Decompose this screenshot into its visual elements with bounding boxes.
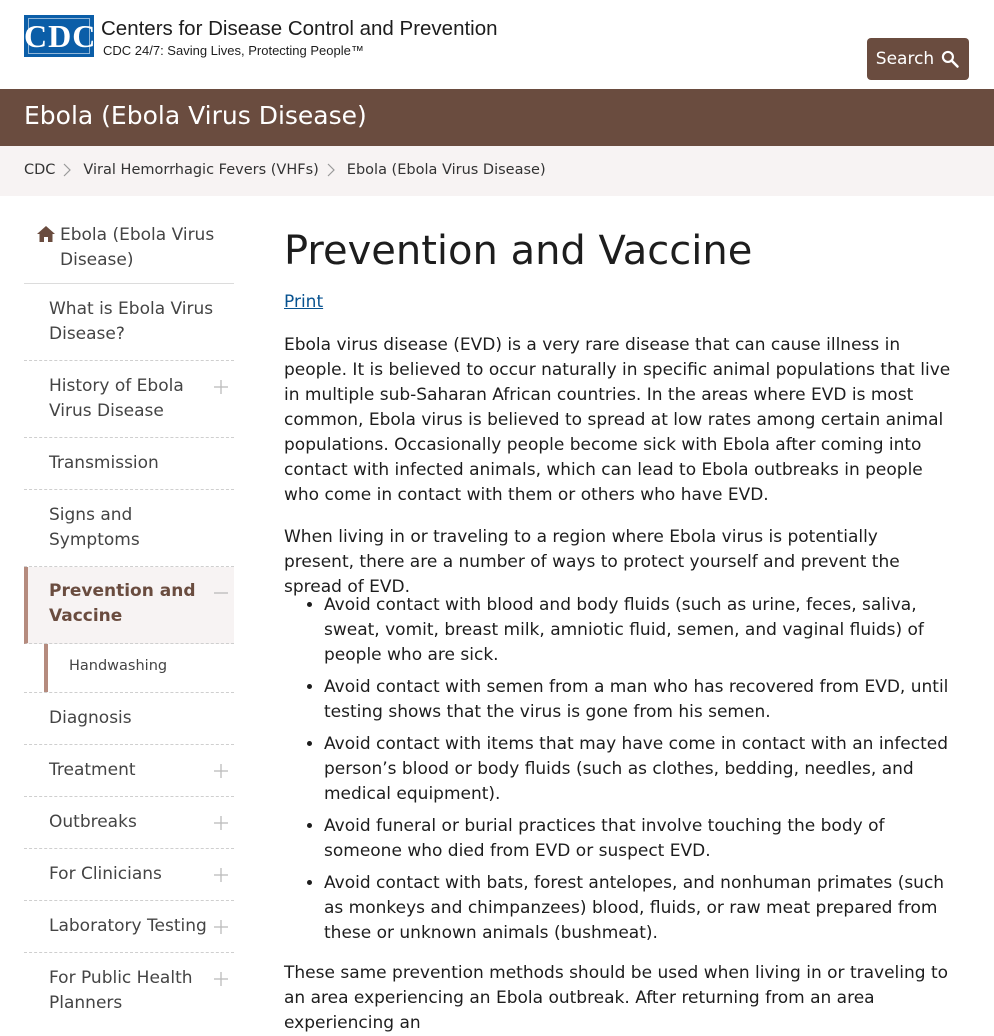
org-name[interactable]: Centers for Disease Control and Prevention [101,17,498,40]
plus-icon[interactable] [214,816,228,830]
sidebar-item-label: History of Ebola Virus Disease [49,376,184,421]
plus-icon[interactable] [214,972,228,986]
list-item: • Avoid contact with items that may have come in contact with an infected person’s blood or body fluids (such as clothes, bedding, needles, and medical equipment). [324,732,954,807]
list-item: • Avoid funeral or burial practices that involve touching the body of someone who died from EVD or suspect EVD. [324,814,954,864]
magnifier-icon [940,49,960,69]
travel-paragraph: When living in or traveling to a region where Ebola virus is potentially present, there are a number of ways to protect yourself and prevent the spread of EVD. [284,527,900,597]
sidebar-item-outbreaks[interactable] [24,797,234,849]
sidebar-item-history[interactable] [24,361,234,438]
tagline: CDC 24/7: Saving Lives, Protecting People™ [103,43,364,58]
sidebar-item-label: For Clinicians [49,864,162,884]
sidebar-item-laboratory[interactable] [24,901,234,953]
site-title-bar [0,89,994,146]
sidebar-item-treatment[interactable] [24,745,234,797]
sidebar-item-label: Diagnosis [49,708,132,728]
plus-icon[interactable] [214,380,228,394]
sidebar-item-label: Prevention and Vaccine [49,581,196,626]
plus-icon[interactable] [214,764,228,778]
search-button[interactable] [867,38,969,80]
outbreak-paragraph: These same prevention methods should be used when living in or traveling to an area experiencing an Ebola outbreak. After returning from an area experiencing an [284,963,949,1033]
sidebar-item-label: For Public Health Planners [49,968,193,1013]
chevron-right-icon [60,163,78,177]
plus-icon[interactable] [214,868,228,882]
prevention-list [284,593,954,953]
sidebar-home[interactable] [24,212,234,284]
sidebar-item-prevention[interactable] [24,567,234,644]
breadcrumb-item-ebola[interactable]: Ebola (Ebola Virus Disease) [346,162,546,178]
breadcrumb-item-cdc[interactable]: CDC [24,162,56,178]
print-link[interactable]: Print [284,292,324,312]
sidebar-nav [24,212,234,1029]
minus-icon[interactable] [214,586,228,600]
plus-icon[interactable] [214,920,228,934]
list-item: • Avoid contact with blood and body fluids (such as urine, feces, saliva, sweat, vomit, breast milk, amniotic fluid, semen, and vaginal fluids) of people who are sick. [324,593,954,668]
sidebar-subitem-handwashing[interactable] [24,644,234,693]
list-item: • Avoid contact with semen from a man who has recovered from EVD, until testing shows that the virus is gone from his semen. [324,675,954,725]
breadcrumb [0,146,994,196]
sidebar-item-label: Outbreaks [49,812,137,832]
breadcrumb-item-vhf[interactable]: Viral Hemorrhagic Fevers (VHFs) [83,162,319,178]
sidebar-item-label: Laboratory Testing [49,916,207,936]
chevron-right-icon [324,163,342,177]
sidebar-item-transmission[interactable] [24,438,234,490]
cdc-logo[interactable]: CDC [24,15,94,57]
sub-indicator [44,644,48,692]
sidebar-item-label: What is Ebola Virus Disease? [49,299,214,344]
sidebar-item-label: Signs and Symptoms [49,505,140,550]
sidebar-item-signs-symptoms[interactable] [24,490,234,567]
sidebar-home-label: Ebola (Ebola Virus Disease) [60,225,215,270]
sidebar-item-planners[interactable] [24,953,234,1029]
sidebar-item-what-is-ebola[interactable] [24,284,234,361]
search-button-label: Search [875,49,935,69]
site-title[interactable]: Ebola (Ebola Virus Disease) [24,101,367,130]
site-header [0,0,994,89]
sidebar-item-label: Treatment [49,760,136,780]
intro-paragraph: Ebola virus disease (EVD) is a very rare disease that can cause illness in people. It is believed to occur naturally in specific animal populations that live in multiple sub-Saharan African countries. In the areas where EVD is most common, Ebola virus is believed to spread at low rates among certain animal populations. Occasionally people become sick with Ebola after coming into contact with infected animals, which can lead to Ebola outbreaks in people who come in contact with them or others who have EVD. [284,335,951,505]
page-title: Prevention and Vaccine [284,228,753,274]
sidebar-item-clinicians[interactable] [24,849,234,901]
sidebar-item-label: Handwashing [69,658,168,674]
list-item: • Avoid contact with bats, forest antelopes, and nonhuman primates (such as monkeys and chimpanzees) blood, fluids, or raw meat prepared from these or unknown animals (bushmeat). [324,871,954,946]
sidebar-item-label: Transmission [49,453,159,473]
home-icon [36,224,56,244]
sidebar-item-diagnosis[interactable] [24,693,234,745]
